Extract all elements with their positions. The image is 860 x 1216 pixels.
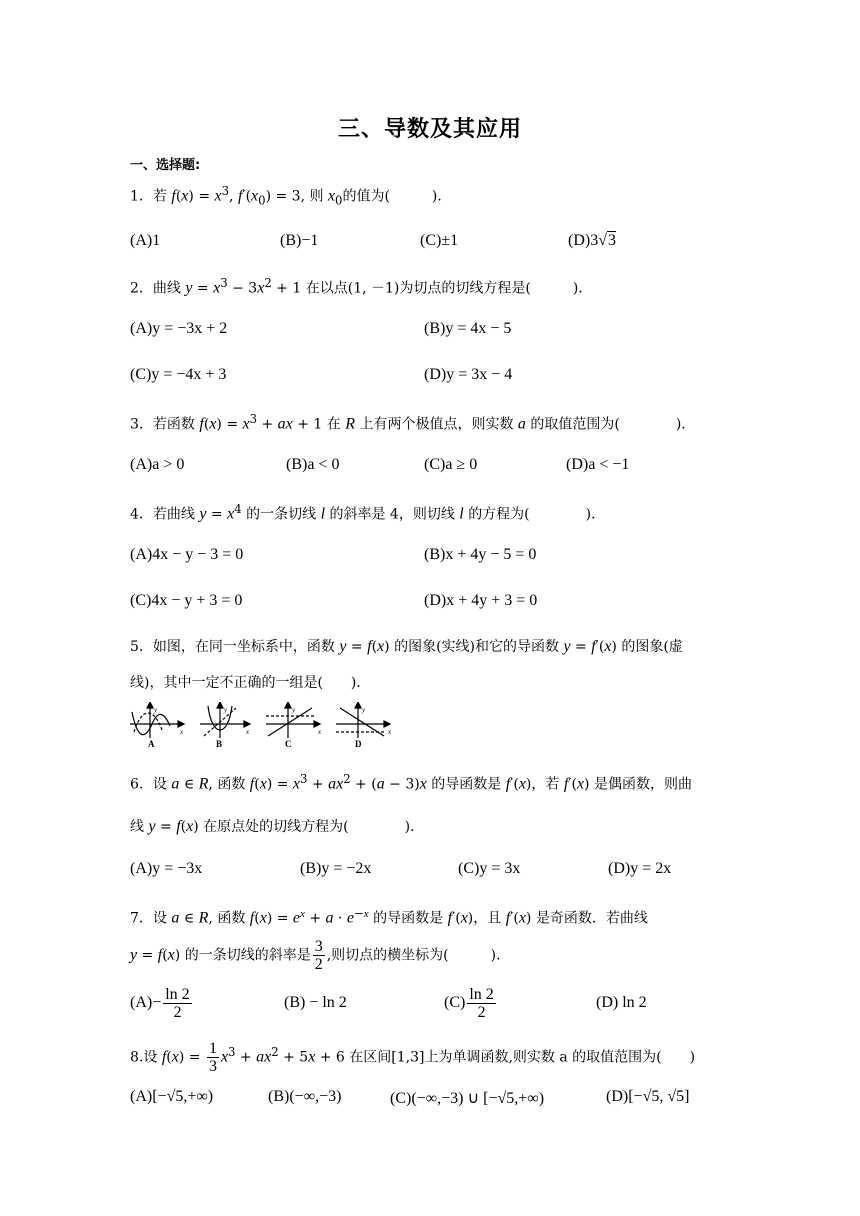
graph-c-label: C: [285, 739, 292, 749]
q2-option-a: (A)y = −3x + 2: [130, 320, 228, 337]
q3-option-b: (B)a < 0: [286, 456, 340, 473]
question-7-stem-cont: y = f(x) 的一条切线的斜率是 $\frac{3}{2}$ ,则切点的横坐标为( )．: [130, 938, 511, 973]
q7-option-a: (A)− $\frac{\ln 2}{2}$: [130, 986, 190, 1021]
graph-d-label: D: [355, 739, 362, 749]
q1-option-a: (A)1: [130, 232, 161, 249]
q4-option-b: (B)x + 4y − 5 = 0: [424, 546, 537, 563]
q7-option-d: (D) ln 2: [596, 994, 647, 1011]
q3-option-c: (C)a ≥ 0: [424, 456, 478, 473]
question-2-stem: 2．曲线 $y = x^3 - 3x^2 + 1$ 在以点(1, －1)为切点的切线方程是( )．: [130, 276, 593, 297]
graph-b-y-axis-label: y: [224, 706, 228, 714]
q4-option-a: (A)4x − y − 3 = 0: [130, 546, 244, 563]
q1-option-b: (B)−1: [280, 232, 319, 249]
q6-option-d: (D)y = 2x: [608, 860, 672, 877]
q8-option-a: (A)[−√5,+∞): [130, 1088, 214, 1105]
q2-option-d: (D)y = 3x − 4: [424, 366, 513, 383]
question-5-stem-cont: 线)，其中一定不正确的一组是( )．: [130, 675, 371, 691]
q2-option-c: (C)y = −4x + 3: [130, 366, 227, 383]
question-5-stem: 5．如图，在同一坐标系中，函数 y = f(x) 的图象(实线)和它的导函数 y = f′(x) 的图象(虚: [130, 638, 683, 655]
question-7-stem: 7．设 a ∈ R, 函数 $f(x) = e^x + a \cdot e^{-x}$ 的导函数是 f′(x)，且 f′(x) 是奇函数．若曲线: [130, 906, 648, 927]
q7-option-c: (C) $\frac{\ln 2}{2}$: [444, 986, 494, 1021]
q4-option-d: (D)x + 4y + 3 = 0: [424, 592, 538, 609]
section-heading: 一、选择题:: [130, 158, 201, 173]
question-1-stem: 1．若 $f(x) = x^3$, $f'(x_0) = 3$, 则 $x_0$的值为( )．: [130, 184, 452, 208]
q4-option-c: (C)4x − y + 3 = 0: [130, 592, 243, 609]
q1-option-d: (D)3√3: [568, 232, 616, 249]
q3-option-a: (A)a > 0: [130, 456, 185, 473]
graph-a-y-axis-label: y: [154, 706, 158, 714]
q8-option-d: (D)[−√5, √5]: [606, 1088, 690, 1105]
q8-option-c: (C)(−∞,−3) ∪ [−√5,+∞): [390, 1090, 545, 1107]
q8-option-b: (B)(−∞,−3): [268, 1088, 342, 1105]
graph-a-x-axis-label: x: [180, 728, 184, 736]
question-3-stem: 3．若函数 $f(x) = x^3$ + ax + 1 在 R 上有两个极值点，则实数 a 的取值范围为( )．: [130, 412, 696, 433]
graph-d-y-axis-label: y: [362, 706, 366, 714]
question-6-stem-cont: 线 y = f(x) 在原点处的切线方程为( )．: [130, 818, 425, 835]
graph-b-label: B: [216, 739, 223, 749]
question-4-stem: 4．若曲线 $y = x^4$ 的一条切线 l 的斜率是 4，则切线 l 的方程为( )．: [130, 502, 606, 523]
q5-graphs-figure: [128, 702, 408, 752]
graph-d-x-axis-label: x: [388, 728, 392, 736]
question-8-stem: 8.设 f(x) = $\frac{1}{3}$ $x^3 + ax^2 + 5x + 6$ 在区间[1,3]上为单调函数,则实数 a 的取值范围为( ): [130, 1040, 696, 1075]
graph-a-label: A: [148, 739, 155, 749]
q3-option-d: (D)a < −1: [566, 456, 630, 473]
q2-option-b: (B)y = 4x − 5: [424, 320, 512, 337]
q7-option-b: (B) − ln 2: [284, 994, 347, 1011]
graph-c-y-axis-label: y: [292, 706, 296, 714]
q1-option-c: (C)±1: [420, 232, 459, 249]
question-6-stem: 6．设 a ∈ R, 函数 $f(x) = x^3 + ax^2 + (a - 3)x$ 的导函数是 f′(x)，若 f′(x) 是偶函数，则曲: [130, 772, 692, 793]
q6-option-a: (A)y = −3x: [130, 860, 203, 877]
graph-c-x-axis-label: x: [318, 728, 322, 736]
graph-b-x-axis-label: x: [246, 728, 250, 736]
page-title: 三、导数及其应用: [337, 117, 522, 142]
q6-option-b: (B)y = −2x: [300, 860, 372, 877]
q6-option-c: (C)y = 3x: [458, 860, 521, 877]
